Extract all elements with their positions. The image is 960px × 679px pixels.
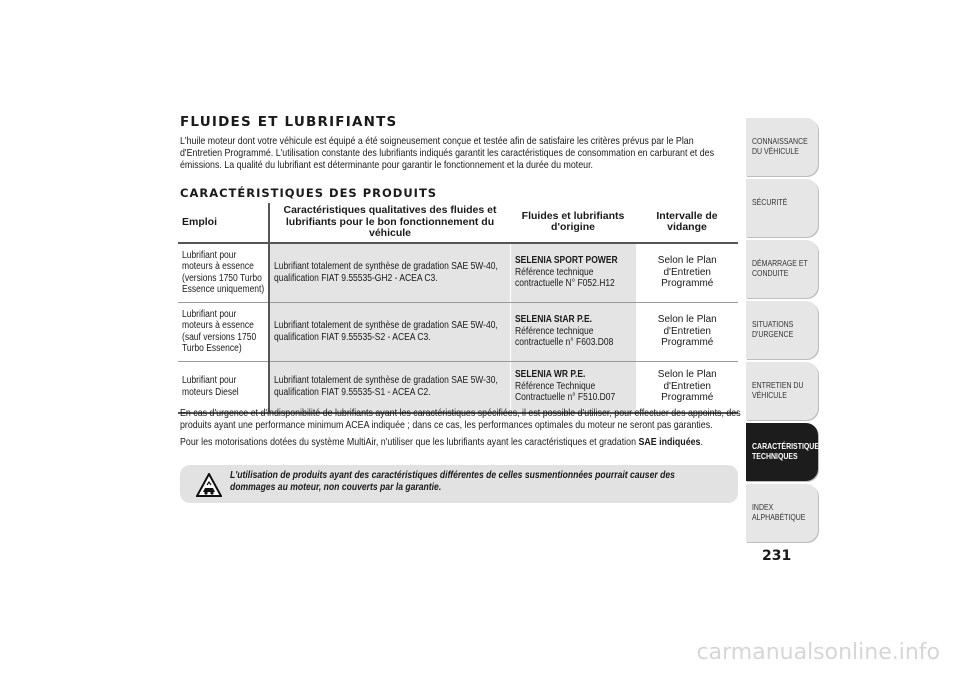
cell-intervalle: Selon le Plan d'Entretien Programmé [636, 243, 738, 303]
tab-index[interactable]: INDEX ALPHABÉTIQUE [746, 484, 818, 542]
cell-caracteristiques: Lubrifiant totalement de synthèse de gradation SAE 5W-30, qualification FIAT 9.55535-S1 - ACEA C2. [269, 361, 510, 413]
tab-demarrage[interactable]: DÉMARRAGE ET CONDUITE [746, 240, 818, 298]
cell-emploi: Lubrifiant pour moteurs Diesel [178, 361, 269, 413]
cell-caracteristiques: Lubrifiant totalement de synthèse de gradation SAE 5W-40, qualification FIAT 9.55535-S2 - ACEA C3. [269, 302, 510, 361]
header-emploi: Emploi [178, 203, 269, 243]
cell-caracteristiques: Lubrifiant totalement de synthèse de gradation SAE 5W-40, qualification FIAT 9.55535-GH2 - ACEA C3. [269, 243, 510, 303]
table-row [178, 243, 738, 303]
cell-produit [510, 243, 636, 303]
tab-securite[interactable]: SÉCURITÉ [746, 179, 818, 237]
product-reference: Référence Technique Contractuelle n° F510.D07 [514, 380, 615, 404]
product-name: SELENIA SPORT POWER [514, 255, 618, 267]
watermark: carmanualsonline.info [696, 640, 940, 665]
table-row [178, 361, 738, 413]
header-intervalle: Intervalle de vidange [636, 203, 738, 243]
emergency-paragraph: En cas d'urgence et d'indisponibilité de lubrifiants ayant les caractéristiques spécifiées, il est possible d'utiliser, pour effectuer des appoints, des produits ayant une performance minimum ACEA indiquée ; dans ce cas, les performances optimales du moteur ne seront pas garanties. [180, 408, 741, 431]
tab-situations[interactable]: SITUATIONS D'URGENCE [746, 301, 818, 359]
header-fluides: Fluides et lubrifiants d'origine [510, 203, 636, 243]
page-title: FLUIDES ET LUBRIFIANTS [180, 114, 398, 130]
after-table-text [180, 408, 751, 454]
tab-connaissance[interactable]: CONNAISSANCE DU VÉHICULE [746, 118, 818, 176]
product-reference: Référence technique contractuelle N° F052.H12 [514, 266, 615, 290]
table-header-row [178, 203, 738, 243]
cell-intervalle: Selon le Plan d'Entretien Programmé [636, 361, 738, 413]
warning-box [180, 465, 738, 503]
product-reference: Référence technique contractuelle n° F603.D08 [514, 325, 613, 349]
tab-entretien[interactable]: ENTRETIEN DU VÉHICULE [746, 362, 818, 420]
warning-text: L'utilisation de produits ayant des caractéristiques différentes de celles susmentionnées pourrait causer des dommages au moteur, non couverts par la garantie. [230, 470, 675, 493]
cell-intervalle: Selon le Plan d'Entretien Programmé [636, 302, 738, 361]
cell-produit [510, 361, 636, 413]
cell-emploi: Lubrifiant pour moteurs à essence (sauf versions 1750 Turbo Essence) [178, 302, 269, 361]
products-table [178, 203, 738, 414]
intro-paragraph: L'huile moteur dont votre véhicule est équipé a été soigneusement conçue et testée afin de satisfaire les critères prévus par le Plan d'Entretien Programmé. L'utilisation constante des lubrifiants indiqués garantit les caractéristiques de consommation en carburant et des émissions. La qualité du lubrifiant est déterminante pour garantir le fonctionnement et la durée du moteur. [180, 136, 715, 171]
cell-emploi: Lubrifiant pour moteurs à essence (versions 1750 Turbo Essence uniquement) [178, 243, 269, 303]
header-caracteristiques: Caractéristiques qualitatives des fluides et lubrifiants pour le bon fonctionnement du véhicule [269, 203, 510, 243]
product-name: SELENIA WR P.E. [514, 369, 585, 381]
page-number: 231 [762, 548, 792, 564]
tab-caracteristiques[interactable]: CARACTÉRISTIQUES TECHNIQUES [746, 423, 818, 481]
section-title: CARACTÉRISTIQUES DES PRODUITS [180, 186, 438, 200]
product-name: SELENIA StAR P.E. [514, 314, 592, 326]
table-row [178, 302, 738, 361]
cell-produit [510, 302, 636, 361]
multiair-paragraph: Pour les motorisations dotées du système MultiAir, n'utiliser que les lubrifiants ayant les caractéristiques et gradation SAE indiquées. [180, 437, 703, 448]
car-damage-warning-icon [196, 473, 222, 497]
